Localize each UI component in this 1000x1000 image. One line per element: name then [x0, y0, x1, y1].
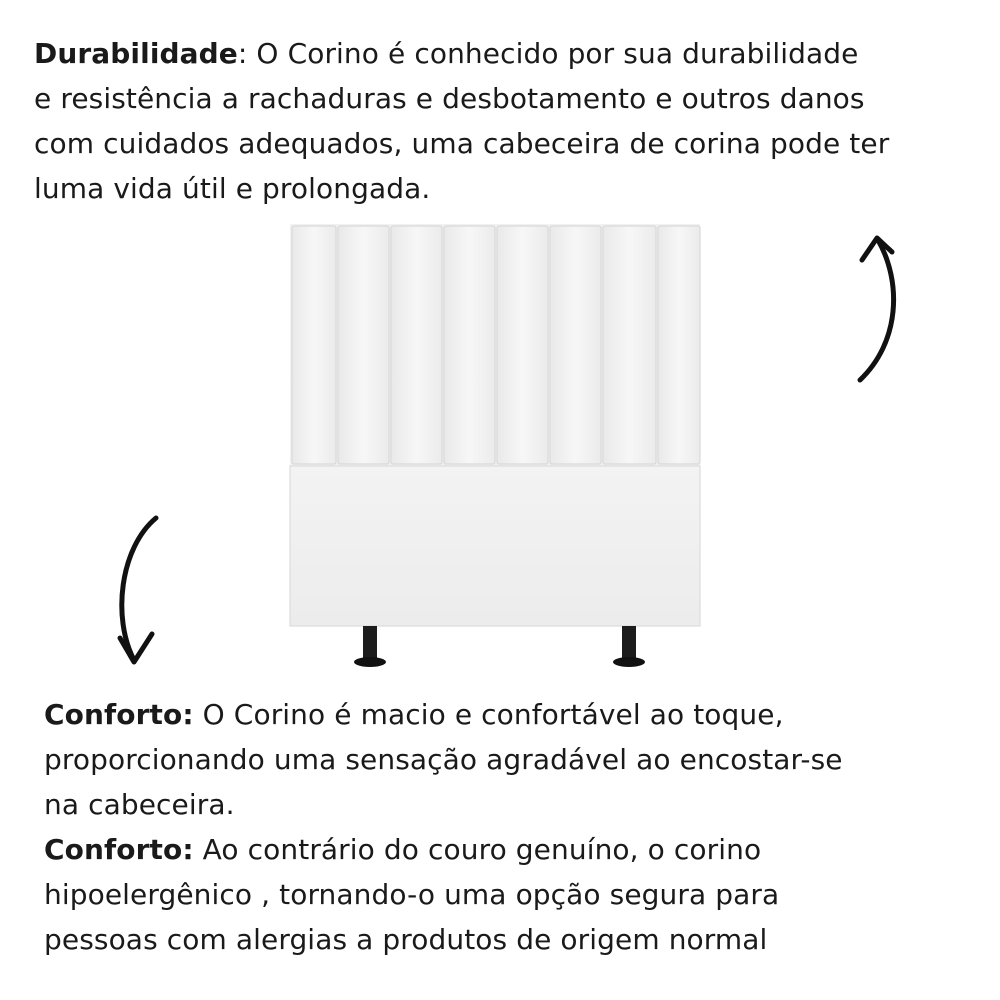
headboard-base-panel	[290, 466, 700, 626]
durability-line-2: e resistência a rachaduras e desbotamento e outros danos	[34, 82, 865, 115]
comfort-1-line-2: proporcionando uma sensação agradável ao encostar-se	[44, 743, 843, 776]
durability-paragraph	[34, 31, 974, 211]
headboard-illustration	[280, 216, 710, 676]
headboard-image	[280, 216, 710, 676]
comfort-1-line-3: na cabeceira.	[44, 788, 235, 821]
curved-arrow-up-icon	[840, 222, 920, 392]
durability-heading: Durabilidade	[34, 37, 238, 70]
durability-line-1	[34, 31, 974, 76]
comfort-2-line-1-text: Ao contrário do couro genuíno, o corino	[193, 833, 762, 866]
comfort-2-line-2: hipoelergênico , tornando-o uma opção segura para	[44, 878, 780, 911]
comfort-1-heading: Conforto:	[44, 698, 194, 731]
comfort-2-line-1	[44, 827, 974, 872]
comfort-2-line-3: pessoas com alergias a produtos de origem normal	[44, 923, 768, 956]
comfort-2-heading: Conforto:	[44, 833, 194, 866]
durability-line-3: com cuidados adequados, uma cabeceira de corina pode ter	[34, 127, 890, 160]
durability-line-4: luma vida útil e prolongada.	[34, 172, 431, 205]
curved-arrow-down-icon	[100, 508, 180, 678]
comfort-1-line-1-text: O Corino é macio e confortável ao toque,	[193, 698, 784, 731]
comfort-1-line-1	[44, 692, 974, 737]
durability-line-1-text: : O Corino é conhecido por sua durabilidade	[237, 37, 859, 70]
headboard-legs	[354, 626, 645, 667]
comfort-paragraphs	[44, 692, 974, 962]
